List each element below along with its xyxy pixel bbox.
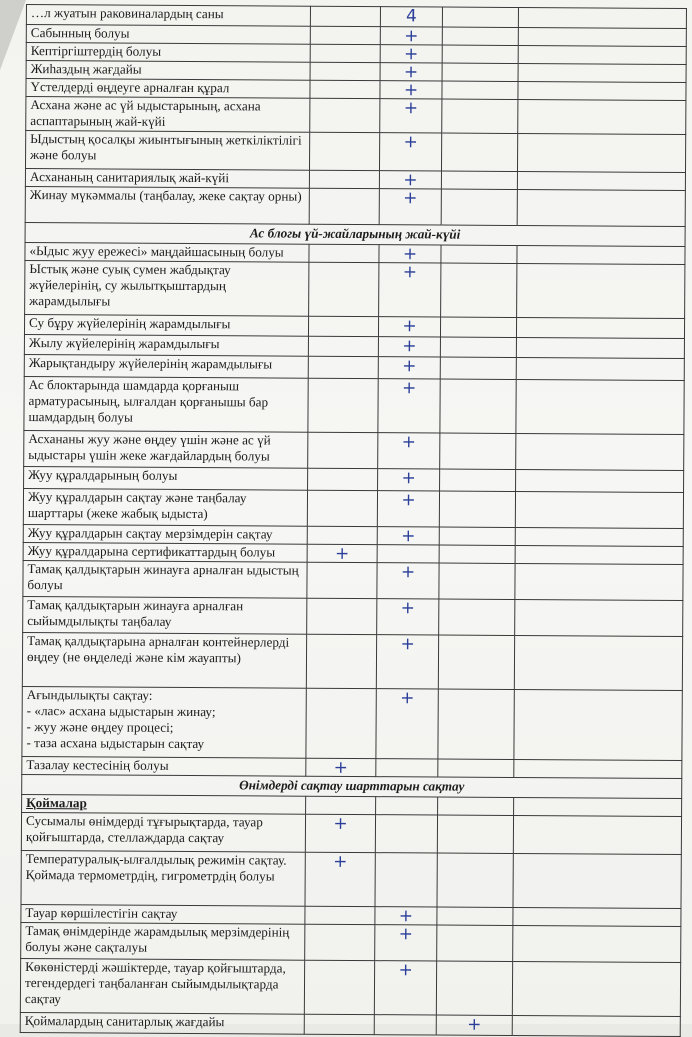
check-cell [304,960,374,1014]
check-cell [441,171,517,189]
check-cell [377,527,439,545]
criterion-label: Температуралық-ылғалдылық режимін сақтау. Қоймада термометрдің, гигрометрдің болуы [21,850,305,906]
check-cell [307,526,377,544]
check-cell [438,635,514,689]
criterion-label: …л жуатын раковиналардың саны [26,5,310,27]
check-cell [440,379,516,433]
criterion-label: Тамақ қалдықтарын жинауға арналған сыйымдылықты таңбалау [23,596,307,634]
handwritten-mark: + [401,526,416,547]
section-title: Ас блогы үй-жайларының жай-күйі [25,222,685,246]
check-cell [308,356,378,378]
criterion-label: Кептіргіштердің болуы [26,43,310,63]
check-cell [377,491,439,527]
handwritten-mark: + [401,378,417,399]
check-cell [380,99,442,133]
handwritten-mark: + [467,1014,482,1035]
check-cell [438,759,514,777]
check-cell [440,317,516,337]
check-cell [308,378,378,432]
check-cell [517,246,685,265]
check-cell [517,264,685,319]
criterion-label: Сабынның болуы [26,25,310,45]
check-cell [376,635,438,689]
check-cell [307,544,377,562]
check-cell [517,134,685,173]
check-cell [518,82,686,101]
criterion-label: «Ыдыс жуу ережесі» маңдайшасының болуы [25,242,309,262]
table-row [22,686,682,760]
handwritten-mark: + [401,468,416,489]
check-cell [438,797,514,815]
handwritten-mark: + [402,356,417,377]
handwritten-mark: + [403,132,418,153]
check-cell [440,357,516,379]
check-cell [442,63,518,81]
check-cell [516,338,684,359]
check-cell [442,81,518,99]
check-cell [307,598,377,634]
check-cell [439,527,515,545]
check-cell [376,689,438,759]
check-cell [307,562,377,598]
table-row [26,97,686,135]
criterion-label: Жиһаздың жағдайы [26,61,310,81]
criterion-label: Тамақ қалдықтарын жинауға арналған ыдыстың болуы [23,560,307,598]
check-cell [442,27,518,45]
check-cell [308,432,378,468]
check-cell [442,7,518,27]
handwritten-mark: + [404,26,419,47]
check-cell [305,906,375,924]
handwritten-mark: + [333,851,348,872]
criterion-label: Жылу жүйелерінің жарамдылығы [24,334,308,356]
check-cell [442,45,518,63]
criterion-label: Жуу құралдарын сақтау мерзімдерін сақтау [23,524,307,544]
criterion-label: Тамақ өнімдерінде жарамдылық мерзімдерінің болуы және сақталуы [21,922,305,960]
check-cell [309,170,379,188]
check-cell [305,852,375,906]
table-row [24,376,684,434]
check-cell [309,244,379,262]
check-cell [378,337,440,357]
criterion-label: Тамақ қалдықтарына арналған контейнерлерді өңдеу (не өңделеді және кім жауапты) [22,632,306,688]
check-cell [439,599,515,635]
criterion-label: Жарықтандыру жүйелерінің жарамдылығы [24,354,308,378]
handwritten-mark: + [401,490,416,511]
check-cell [306,688,376,758]
check-cell [376,759,438,777]
check-cell [517,190,685,227]
check-cell [439,563,515,599]
check-cell [380,63,442,81]
folded-corner [0,0,26,70]
check-cell [378,317,440,337]
check-cell [437,925,513,961]
handwritten-mark: + [402,316,417,337]
table-row [22,632,682,690]
handwritten-mark: + [400,598,416,619]
check-cell [378,379,440,433]
check-cell [377,545,439,563]
criterion-label: Қоймалардың санитарлық жағдайы [20,1012,304,1034]
check-cell [379,263,441,317]
check-cell [375,925,437,961]
checklist-table [20,4,687,1037]
check-cell [379,189,441,225]
check-cell [441,133,517,171]
check-cell [310,44,380,62]
check-cell [309,262,379,316]
check-cell [308,468,378,490]
table-row [23,560,683,600]
subsection-title: Қоймалар [22,794,306,814]
check-cell [515,599,683,636]
check-cell [310,98,380,132]
check-cell [305,814,375,852]
check-cell [380,27,442,45]
handwritten-mark: + [400,562,416,583]
check-cell [304,1014,374,1034]
criterion-label: Тазалау кестесінің болуы [22,756,306,776]
table-row [21,812,681,854]
check-cell [515,527,683,546]
check-cell [515,545,683,564]
handwritten-mark: + [398,960,413,981]
criterion-label: Су бұру жүйелерінің жарамдылығы [24,314,308,336]
check-cell [513,907,681,926]
check-cell [513,925,681,962]
check-cell [380,7,442,27]
check-cell [374,961,436,1015]
handwritten-mark: + [403,80,419,101]
check-cell [377,599,439,635]
check-cell [305,924,375,960]
criterion-label: Жинау мүкәммалы (таңбалау, жеке сақтау орны) [25,186,309,224]
check-cell [375,853,437,907]
check-cell [440,433,516,469]
check-cell [375,907,437,925]
handwritten-mark: + [403,62,419,83]
check-cell [437,815,513,853]
criterion-label: Жуу құралдарының болуы [24,466,308,490]
handwritten-mark: + [403,170,418,191]
check-cell [516,318,684,339]
criterion-label: Ас блоктарында шамдарда қорғаныш арматурасының, ылғалдан қорғанышы бар шамдардың болуы [24,376,308,432]
handwritten-mark: + [400,688,415,709]
check-cell [309,188,379,224]
check-cell [378,357,440,379]
check-cell [516,358,684,381]
handwritten-mark: + [402,262,418,283]
check-cell [437,907,513,925]
check-cell [518,100,686,135]
check-cell [380,45,442,63]
check-cell [518,46,686,65]
check-cell [441,245,517,263]
check-cell [442,99,518,133]
section-title: Өнімдерді сақтау шарттарын сақтау [22,774,682,798]
check-cell [307,490,377,526]
check-cell [514,759,682,778]
handwritten-mark: + [333,813,348,834]
check-cell [436,961,512,1015]
check-cell [514,797,682,816]
check-cell [310,6,380,26]
handwritten-mark: + [404,44,419,65]
check-cell [441,189,517,225]
check-cell [516,434,684,471]
check-cell [437,853,513,907]
handwritten-mark: + [398,906,414,927]
criterion-label: Асхананың санитариялық жай-күйі [25,168,309,188]
check-cell [306,634,376,688]
check-cell [308,316,378,336]
check-cell [440,337,516,357]
check-cell [310,62,380,80]
check-cell [378,433,440,469]
handwritten-mark: + [333,757,349,778]
table-row [23,596,683,636]
criterion-label: Сусымалы өнімдерді тұғырықтарда, тауар қойғыштарда, стеллаждарда сақтау [21,812,305,852]
check-cell [518,64,686,83]
check-cell [310,26,380,44]
check-cell [512,1015,680,1036]
check-cell [513,815,681,854]
table-row [23,488,683,528]
checklist-body [20,5,686,1037]
check-cell [310,80,380,98]
check-cell [439,545,515,563]
table-row [25,260,685,318]
handwritten-mark: + [334,543,350,564]
table-row [20,1012,680,1036]
check-cell [514,689,682,760]
criterion-label: Үстелдерді өңдеуге арналған құрал [26,79,310,99]
table-row [25,131,685,173]
handwritten-mark: + [402,244,418,265]
check-cell [518,28,686,47]
criterion-label: Ыстық және суық сумен жабдықтау жүйелерінің, су жылытқыштардың жарамдылығы [25,260,309,316]
criterion-label: Тауар көршілестігін сақтау [21,904,305,924]
check-cell [309,132,379,170]
check-cell [378,469,440,491]
check-cell [440,469,516,491]
check-cell [436,1015,512,1035]
handwritten-mark: + [402,336,417,357]
table-row [20,958,680,1016]
handwritten-mark: 4 [405,6,417,27]
check-cell [375,815,437,853]
criterion-label: Көкөністерді жәшіктерде, тауар қойғыштарда, тегендердегі таңбаланған сыйымдылықтарда сақтау [20,958,304,1014]
criterion-label: Асхана және ас үй ыдыстарының, асхана аспаптарының жай-күйі [26,97,310,133]
handwritten-mark: + [403,98,419,119]
check-cell [441,263,517,317]
check-cell [513,853,681,908]
check-cell [518,8,686,29]
check-cell [379,133,441,171]
check-cell [379,245,441,263]
criterion-label: Жуу құралдарын сақтау және таңбалау шарттары (жеке жабық ыдыста) [23,488,307,526]
table-row [25,186,685,226]
check-cell [516,469,684,492]
check-cell [376,797,438,815]
criterion-label: Жуу құралдарына сертификаттардың болуы [23,542,307,562]
handwritten-mark: + [403,188,418,209]
check-cell [377,563,439,599]
check-cell [308,336,378,356]
check-cell [516,380,684,435]
criterion-label: Асхананы жуу және өңдеу үшін және ас үй ыдыстары үшін жеке жағдайлардың болуы [24,430,308,468]
check-cell [512,961,680,1016]
check-cell [515,563,683,600]
check-cell [438,689,514,759]
check-cell [517,172,685,191]
check-cell [374,1015,436,1035]
criterion-label: Ағындылықты сақтау: - «лас» асхана ыдыстарын жинау; - жуу және өңдеу процесі; - таза асхана ыдыстарын сақтау [22,686,306,758]
criterion-label: Ыдыстың қосалқы жиынтығының жеткіліктілігі және болуы [25,131,309,171]
handwritten-mark: + [398,924,414,945]
check-cell [380,81,442,99]
table-row [21,922,681,962]
table-row [21,850,681,908]
handwritten-mark: + [401,432,417,453]
check-cell [306,796,376,814]
check-cell [306,758,376,776]
check-cell [379,171,441,189]
check-cell [514,635,682,690]
check-cell [439,491,515,527]
handwritten-mark: + [400,634,415,655]
table-row [24,430,684,470]
check-cell [515,491,683,528]
